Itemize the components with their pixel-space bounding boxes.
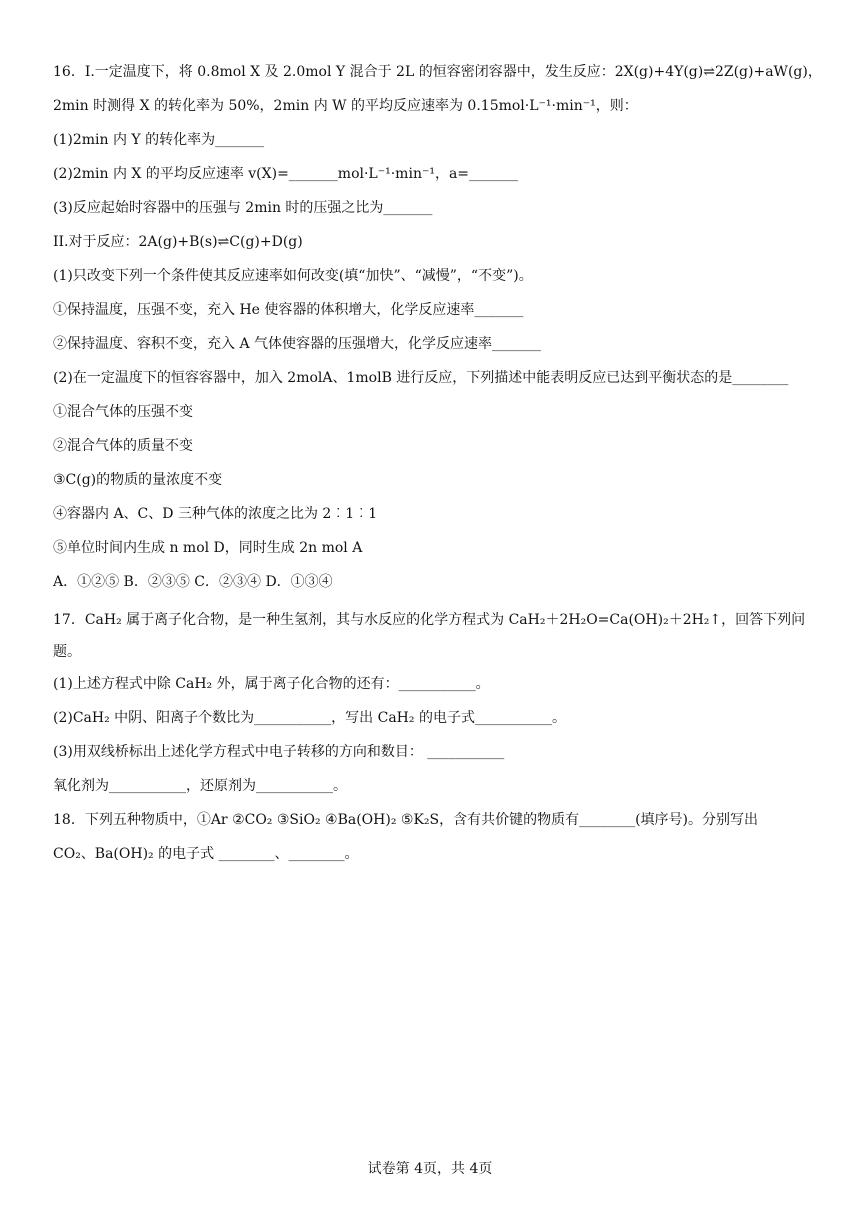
- q16-option-5: ⑤单位时间内生成 n mol D，同时生成 2n mol A: [53, 540, 363, 556]
- q17-intro: 17．CaH₂ 属于离子化合物，是一种生氢剂，其与水反应的化学方程式为 CaH₂＋2H₂O=Ca(OH)₂＋2H₂↑，回答下列问题。: [53, 612, 806, 660]
- q16-option-2: ②混合气体的质量不变: [53, 438, 193, 454]
- q16-part-2: (2)2min 内 X 的平均反应速率 v(X)=_______mol·L⁻¹·min⁻¹，a=_______: [53, 166, 519, 182]
- q17-part-1: (1)上述方程式中除 CaH₂ 外，属于离子化合物的还有：___________。: [53, 676, 490, 692]
- q16-section-2-part-1a: ①保持温度，压强不变，充入 He 使容器的体积增大，化学反应速率_______: [53, 302, 524, 318]
- q18-intro: 18．下列五种物质中，①Ar ②CO₂ ③SiO₂ ④Ba(OH)₂ ⑤K₂S，含有共价键的物质有________(填序号)。分别写出: [53, 812, 759, 828]
- q17-part-3-cont: 氧化剂为___________，还原剂为___________。: [53, 778, 347, 794]
- q16-option-1: ①混合气体的压强不变: [53, 404, 193, 420]
- q17-part-3: (3)用双线桥标出上述化学方程式中电子转移的方向和数目： ___________: [53, 744, 505, 760]
- q16-option-4: ④容器内 A、C、D 三种气体的浓度之比为 2︰1︰1: [53, 506, 378, 522]
- q16-section-2-heading: II.对于反应：2A(g)+B(s)⇌C(g)+D(g): [53, 234, 303, 250]
- q16-section-2-part-2: (2)在一定温度下的恒容容器中，加入 2molA、1molB 进行反应，下列描述中能表明反应已达到平衡状态的是________: [53, 370, 789, 386]
- q16-intro: 16．I.一定温度下，将 0.8mol X 及 2.0mol Y 混合于 2L 的恒容密闭容器中，发生反应：2X(g)+4Y(g)⇌2Z(g)+aW(g)，: [53, 64, 822, 80]
- q16-part-3: (3)反应起始时容器中的压强与 2min 时的压强之比为_______: [53, 200, 433, 216]
- page-footer: 试卷第 4页，共 4页: [367, 1161, 493, 1177]
- q16-answer-choices: A．①②⑤ B．②③⑤ C．②③④ D．①③④: [53, 574, 333, 590]
- q17-part-2: (2)CaH₂ 中阴、阳离子个数比为___________，写出 CaH₂ 的电子式___________。: [53, 710, 566, 726]
- q16-part-1: (1)2min 内 Y 的转化率为_______: [53, 132, 265, 148]
- q18-intro-cont: CO₂、Ba(OH)₂ 的电子式 ________、________。: [53, 846, 359, 862]
- q16-section-2-part-1: (1)只改变下列一个条件使其反应速率如何改变(填“加快”、“减慢”，“不变”)。: [53, 268, 533, 284]
- q16-option-3: ③C(g)的物质的量浓度不变: [53, 472, 223, 488]
- q16-intro-cont: 2min 时测得 X 的转化率为 50%，2min 内 W 的平均反应速率为 0.15mol·L⁻¹·min⁻¹，则：: [53, 98, 638, 114]
- q16-section-2-part-1b: ②保持温度、容积不变，充入 A 气体使容器的压强增大，化学反应速率_______: [53, 336, 542, 352]
